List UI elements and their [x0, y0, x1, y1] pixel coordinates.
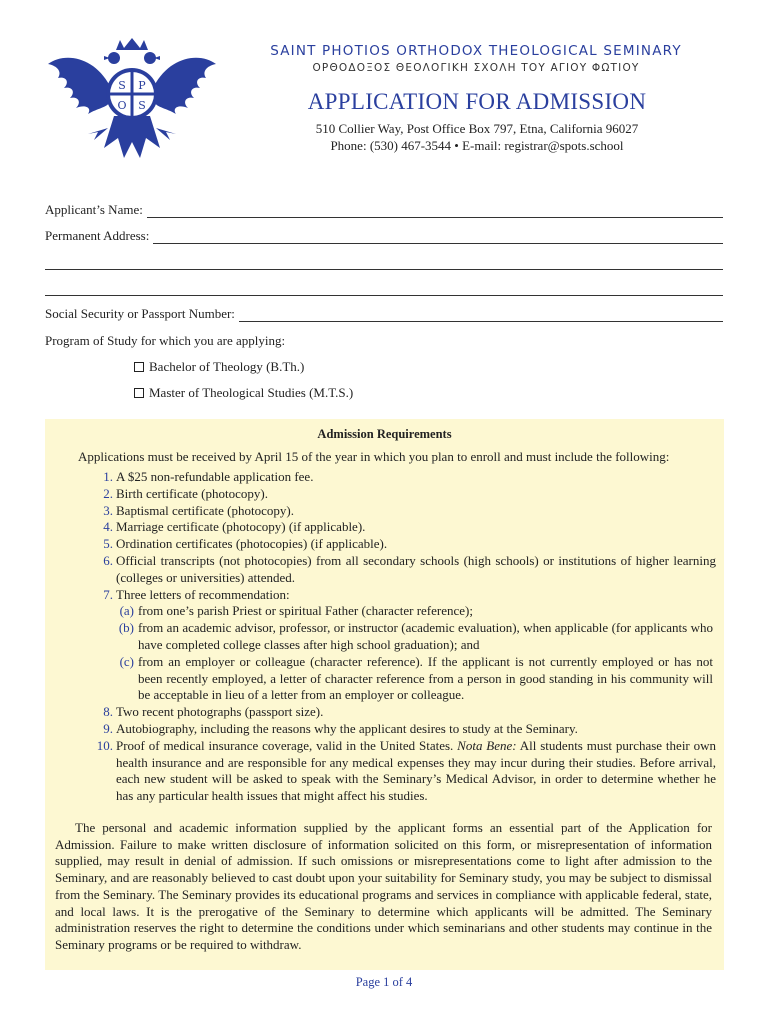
address-line: 510 Collier Way, Post Office Box 797, Etna, California 96027: [315, 121, 639, 136]
admission-requirements-box: [45, 419, 724, 970]
item-text: Marriage certificate (photocopy) (if applicable).: [116, 519, 366, 535]
item-number: 4.: [103, 519, 113, 535]
address-line-2-input[interactable]: [45, 255, 723, 270]
program-option-bth[interactable]: [134, 359, 304, 375]
list-item: [45, 704, 724, 721]
item-text: Baptismal certificate (photocopy).: [116, 502, 294, 518]
permanent-address-field[interactable]: [45, 224, 723, 244]
item-number: 8.: [103, 704, 113, 720]
item-number: 1.: [103, 469, 113, 484]
address-line-3-field[interactable]: [45, 276, 723, 296]
medical-text-start: Proof of medical insurance coverage, valid in the United States.: [116, 737, 458, 753]
applicant-name-label: Applicant’s Name:: [45, 202, 143, 217]
program-of-study-label: Program of Study for which you are applying:: [45, 333, 286, 348]
item-text: A $25 non-refundable application fee.: [116, 469, 314, 484]
list-item: [45, 738, 724, 805]
applicant-name-input[interactable]: [147, 203, 723, 218]
ssn-passport-label: Social Security or Passport Number:: [45, 306, 235, 321]
requirements-list: [45, 469, 724, 805]
address-line-2-field[interactable]: [45, 250, 723, 270]
sub-item-text: from one’s parish Priest or spiritual Father (character reference);: [138, 603, 473, 619]
list-item: [45, 519, 724, 536]
list-item: [45, 553, 724, 587]
ssn-passport-input[interactable]: [239, 307, 723, 322]
sub-item-letter: (c): [119, 653, 134, 669]
medical-text-rest: All students must purchase their own health insurance and are responsible for any medical expenses they may incur during their studies. Before arrival, each new student will be asked to speak with the Seminary’s Medical Advisor, in order to determine whether he has any particular health issues that might affect his studies.: [116, 737, 717, 804]
item-number: 9.: [103, 720, 113, 736]
item-text: Birth certificate (photocopy).: [116, 485, 268, 501]
permanent-address-label: Permanent Address:: [45, 228, 150, 243]
sub-item-text: from an employer or colleague (character reference). If the applicant is not currently employed or has not been recently employed, a letter of character reference from a person in good standing in his community will be acceptable in lieu of a letter from an employer or colleague.: [138, 653, 713, 703]
applicant-name-field[interactable]: [45, 198, 723, 218]
item-text: Three letters of recommendation:: [116, 586, 290, 602]
item-text: Two recent photographs (passport size).: [116, 704, 324, 720]
list-item: [45, 503, 724, 520]
address-line-3-input[interactable]: [45, 281, 723, 296]
requirements-intro: Applications must be received by April 15 of the year in which you plan to enroll and must include the following:: [78, 449, 670, 464]
seminary-name: SAINT PHOTIOS ORTHODOX THEOLOGICAL SEMINARY: [270, 43, 682, 59]
list-item: [45, 536, 724, 553]
bth-checkbox[interactable]: [134, 362, 144, 372]
logo-letter-o: O: [117, 99, 127, 112]
sub-item-letter: (b): [118, 620, 134, 636]
sub-list-item: [45, 603, 724, 620]
seminary-greek-name: ΟΡΘΟΔΟΞΟΣ ΘΕΟΛΟΓΙΚΗ ΣΧΟΛΗ ΤΟΥ ΑΓΙΟΥ ΦΩΤΙΟΥ: [312, 62, 640, 74]
item-number: 10.: [96, 737, 113, 753]
item-number: 5.: [103, 536, 113, 552]
logo-letter-p: P: [138, 79, 146, 92]
mts-label: Master of Theological Studies (M.T.S.): [149, 385, 354, 400]
sub-item-letter: (a): [119, 603, 134, 619]
page-title: APPLICATION FOR ADMISSION: [307, 89, 647, 114]
sub-list-item: [45, 620, 724, 654]
logo-letter-s2: S: [138, 99, 146, 112]
item-number: 7.: [103, 586, 113, 602]
list-item: [45, 721, 724, 738]
list-item: [45, 486, 724, 503]
logo-letter-s1: S: [118, 79, 126, 92]
item-number: 6.: [103, 552, 113, 568]
contact-line: Phone: (530) 467-3544 • E-mail: registrar@spots.school: [330, 138, 624, 153]
item-number: 2.: [103, 485, 113, 501]
item-text: Official transcripts (not photocopies) from all secondary schools (high schools) or institutions of higher learning (colleges or universities) attended.: [116, 552, 716, 585]
item-number: 3.: [103, 502, 113, 518]
double-headed-eagle-emblem-icon: [44, 36, 220, 160]
requirements-heading: Admission Requirements: [317, 427, 452, 441]
sub-item-text: from an academic advisor, professor, or instructor (academic evaluation), when applicable (for applicants who have completed college classes after high school graduation); and: [138, 620, 713, 652]
page-number: Page 1 of 4: [355, 975, 413, 989]
list-item: [45, 587, 724, 604]
nota-bene: Nota Bene:: [457, 737, 517, 753]
legal-disclosure-paragraph: The personal and academic information supplied by the applicant forms an essential part of the Application for Admission. Failure to make written disclosure of information solicited on this form, or misrepresentation of information supplied, may result in denial of admission. If such omissions or misrepresentations come to light after admission to the Seminary, and are reasonably believed to cast doubt upon your suitability for Seminary study, you may be subject to dismissal from the Seminary. The Seminary provides its educational programs and services in compliance with applicable federal, state, and local laws. It is the prerogative of the Seminary to determine which applicants will be admitted. The Seminary administration reserves the right to determine the conditions under which seminarians and other students may continue in the Seminary programs or be required to withdraw.: [55, 820, 712, 952]
item-text: [116, 738, 716, 805]
ssn-passport-field[interactable]: [45, 302, 723, 322]
program-option-mts[interactable]: [134, 385, 353, 401]
list-item: [45, 469, 724, 486]
contact-block: [240, 120, 714, 154]
item-text: Ordination certificates (photocopies) (if applicable).: [116, 536, 388, 552]
permanent-address-input[interactable]: [153, 229, 723, 244]
item-text: Autobiography, including the reasons why the applicant desires to study at the Seminary.: [116, 720, 578, 736]
mts-checkbox[interactable]: [134, 388, 144, 398]
bth-label: Bachelor of Theology (B.Th.): [149, 359, 305, 374]
sub-list-item: [45, 654, 724, 704]
